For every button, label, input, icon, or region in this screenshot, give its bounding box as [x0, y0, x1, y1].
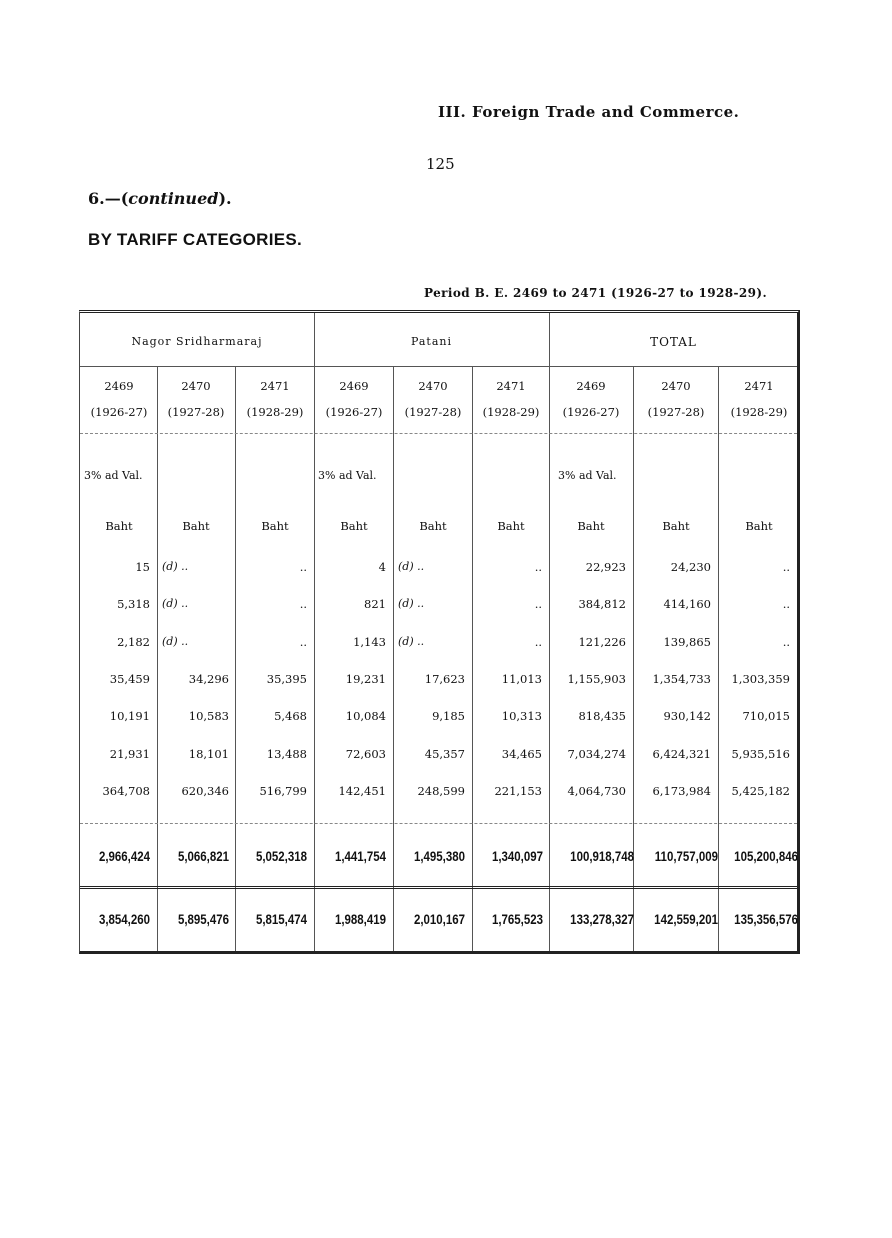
table-cell: 21,931: [109, 747, 150, 761]
year-header: 2471 (1928-29): [246, 379, 304, 419]
year-header: 2470 (1927-28): [647, 379, 705, 419]
table-cell: 5,318: [117, 597, 150, 611]
col-divider: [718, 366, 719, 951]
table-cell: 10,084: [345, 709, 386, 723]
unit-label: Baht: [745, 519, 773, 533]
rate-note: 3% ad Val.: [318, 469, 377, 482]
year-header: 2471 (1928-29): [730, 379, 788, 419]
year-header: 2471 (1928-29): [482, 379, 540, 419]
total-cell: 1,765,523: [491, 912, 543, 927]
table-cell: 18,101: [188, 747, 229, 761]
table-cell: 821: [364, 597, 386, 611]
col-divider: [472, 366, 473, 951]
table-cell: (d) ..: [398, 635, 425, 648]
table-cell: ..: [782, 597, 790, 611]
table-cell: 19,231: [345, 672, 386, 686]
table-cell: 1,303,359: [731, 672, 790, 686]
table-cell: 121,226: [578, 635, 626, 649]
table-cell: 72,603: [345, 747, 386, 761]
year-header: 2469 (1926-27): [90, 379, 148, 419]
group-header-total: TOTAL: [650, 335, 697, 349]
table-cell: 248,599: [417, 784, 465, 798]
col-divider: [235, 366, 236, 951]
table-cell: 930,142: [663, 709, 711, 723]
table-cell: 6,173,984: [652, 784, 711, 798]
table-cell: 364,708: [102, 784, 150, 798]
body-bottom-rule: [80, 823, 797, 824]
table-cell: 2,182: [117, 635, 150, 649]
table-cell: 45,357: [424, 747, 465, 761]
table-cell: 221,153: [494, 784, 542, 798]
table-cell: (d) ..: [162, 635, 189, 648]
subtotal-cell: 5,066,821: [177, 849, 229, 864]
total-cell: 5,895,476: [177, 912, 229, 927]
unit-label: Baht: [662, 519, 690, 533]
subtotal-cell: 1,495,380: [413, 849, 465, 864]
table-number-end: ).: [218, 189, 232, 208]
unit-label: Baht: [340, 519, 368, 533]
table-cell: 142,451: [338, 784, 386, 798]
table-cell: (d) ..: [398, 560, 425, 573]
table-number: 6.—(: [88, 189, 129, 208]
subtotal-cell: 2,966,424: [98, 849, 150, 864]
total-cell: 5,815,474: [255, 912, 307, 927]
unit-label: Baht: [419, 519, 447, 533]
table-cell: 620,346: [181, 784, 229, 798]
table-cell: 1,155,903: [567, 672, 626, 686]
table-cell: (d) ..: [162, 560, 189, 573]
table-heading: [88, 189, 232, 208]
group-header-rule: [80, 366, 797, 367]
total-cell: 133,278,327: [570, 912, 634, 927]
table-cell: 22,923: [585, 560, 626, 574]
table-cell: 35,395: [266, 672, 307, 686]
table-cell: (d) ..: [398, 597, 425, 610]
table-subtitle: BY TARIFF CATEGORIES.: [88, 230, 303, 249]
year-header: 2470 (1927-28): [404, 379, 462, 419]
table-cell: 13,488: [266, 747, 307, 761]
table-cell: ..: [534, 635, 542, 649]
unit-label: Baht: [497, 519, 525, 533]
unit-label: Baht: [182, 519, 210, 533]
table-cell: 4,064,730: [567, 784, 626, 798]
rate-note: 3% ad Val.: [84, 469, 143, 482]
subtotal-cell: 110,757,009: [654, 849, 718, 864]
group-header-nagor: Nagor Sridharmaraj: [131, 335, 263, 348]
rate-note: 3% ad Val.: [558, 469, 617, 482]
table-cell: 35,459: [109, 672, 150, 686]
table-cell: 384,812: [578, 597, 626, 611]
table-cell: 34,465: [501, 747, 542, 761]
table-continued-label: continued: [128, 189, 219, 208]
table-cell: 516,799: [259, 784, 307, 798]
table-cell: 10,191: [109, 709, 150, 723]
table-cell: 7,034,274: [567, 747, 626, 761]
table-cell: 5,468: [274, 709, 307, 723]
table-cell: 9,185: [432, 709, 465, 723]
table-cell: 5,425,182: [731, 784, 790, 798]
table-cell: 10,583: [188, 709, 229, 723]
table-cell: 414,160: [663, 597, 711, 611]
table-cell: 24,230: [670, 560, 711, 574]
table-cell: ..: [299, 560, 307, 574]
table-cell: 710,015: [742, 709, 790, 723]
unit-label: Baht: [577, 519, 605, 533]
total-cell: 3,854,260: [98, 912, 150, 927]
table-cell: ..: [299, 635, 307, 649]
table-cell: 1,143: [353, 635, 386, 649]
table-cell: 818,435: [578, 709, 626, 723]
total-cell: 2,010,167: [413, 912, 465, 927]
table-cell: ..: [534, 560, 542, 574]
year-header-rule: [80, 433, 797, 434]
table-cell: 34,296: [188, 672, 229, 686]
table-cell: 1,354,733: [652, 672, 711, 686]
period-label: Period B. E. 2469 to 2471 (1926-27 to 1928-29).: [424, 286, 768, 300]
year-header: 2469 (1926-27): [562, 379, 620, 419]
col-divider: [393, 366, 394, 951]
table-cell: 17,623: [424, 672, 465, 686]
table-cell: 139,865: [663, 635, 711, 649]
total-cell: 1,988,419: [334, 912, 386, 927]
subtotal-cell: 100,918,748: [570, 849, 634, 864]
table-cell: ..: [782, 560, 790, 574]
subtotal-cell: 1,340,097: [491, 849, 543, 864]
page-number: 125: [426, 155, 455, 173]
table-cell: (d) ..: [162, 597, 189, 610]
table-cell: 5,935,516: [731, 747, 790, 761]
unit-label: Baht: [105, 519, 133, 533]
table-cell: ..: [299, 597, 307, 611]
total-cell: 135,356,576: [734, 912, 798, 927]
total-cell: 142,559,201: [654, 912, 718, 927]
subtotal-rule: [80, 886, 797, 889]
subtotal-cell: 5,052,318: [255, 849, 307, 864]
running-head: III. Foreign Trade and Commerce.: [438, 103, 740, 121]
table-cell: 15: [135, 560, 150, 574]
col-divider: [157, 366, 158, 951]
table-cell: 11,013: [501, 672, 542, 686]
subtotal-cell: 1,441,754: [334, 849, 386, 864]
table-cell: 10,313: [501, 709, 542, 723]
table-cell: 6,424,321: [652, 747, 711, 761]
table-cell: ..: [534, 597, 542, 611]
year-header: 2470 (1927-28): [167, 379, 225, 419]
year-header: 2469 (1926-27): [325, 379, 383, 419]
table-cell: 4: [378, 560, 386, 574]
table-cell: ..: [782, 635, 790, 649]
trade-table: [79, 310, 800, 954]
subtotal-cell: 105,200,846: [734, 849, 798, 864]
group-header-patani: Patani: [410, 335, 453, 348]
unit-label: Baht: [261, 519, 289, 533]
